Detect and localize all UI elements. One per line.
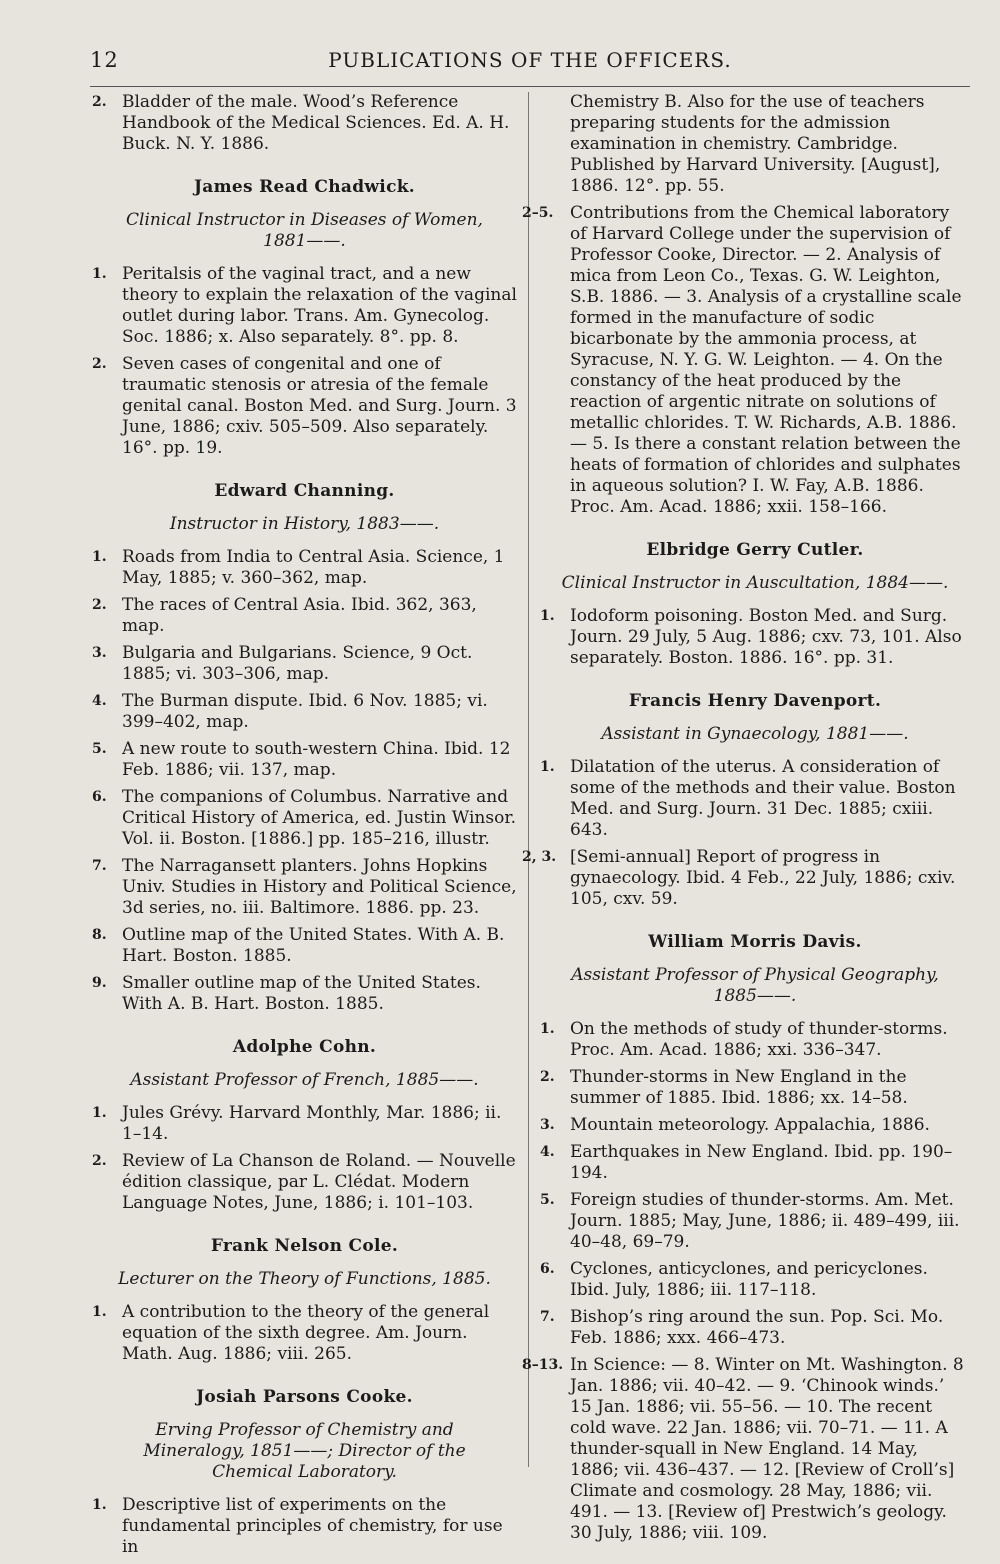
entry-text: Roads from India to Central Asia. Science, 1 May, 1885; v. 360–362, map. xyxy=(122,547,505,588)
entry-text: In Science: — 8. Winter on Mt. Washington. 8 Jan. 1886; vii. 40–42. — 9. ‘Chinook winds.’ 15 Jan. 1886; vii. 55–56. — 10. The recent cold wave. 22 Jan. 1886; vii. 70–71. — 11. A thunder-squall in New England. 14 May, 1886; vii. 436–437. — 12. [Review of Croll’s] Climate and cosmology. 28 May, 1886; vii. 491. — 13. [Review of] Prestwich’s geology. 30 July, 1886; viii. 109. xyxy=(570,1355,964,1543)
author-name: Francis Henry Davenport. xyxy=(628,691,882,711)
entry-number: 7. xyxy=(92,858,107,874)
entry-number: 4. xyxy=(92,693,107,709)
author-name: William Morris Davis. xyxy=(648,932,862,952)
entry xyxy=(522,1355,970,1544)
author-role: Assistant Professor of Physical Geography, 1885——. xyxy=(571,965,939,1006)
entry xyxy=(540,1259,970,1301)
entry-text: Review of La Chanson de Roland. — Nouvelle édition classique, par L. Clédat. Modern Language Notes, June, 1886; i. 101–103. xyxy=(122,1151,516,1213)
author-section-cohn xyxy=(92,1037,517,1214)
author-section-chadwick xyxy=(92,177,517,459)
entry xyxy=(92,643,517,685)
author-section-davenport xyxy=(522,691,970,910)
entry xyxy=(92,1103,517,1145)
entry-text: Jules Grévy. Harvard Monthly, Mar. 1886; ii. 1–14. xyxy=(122,1103,502,1144)
author-name: Elbridge Gerry Cutler. xyxy=(646,540,864,560)
entry-text: Iodoform poisoning. Boston Med. and Surg. Journ. 29 July, 5 Aug. 1886; cxv. 73, 101. Also separately. Boston. 1886. 16°. pp. 31. xyxy=(570,606,962,668)
entry-number: 7. xyxy=(540,1309,555,1325)
author-role: Erving Professor of Chemistry and Mineralogy, 1851——; Director of the Chemical Laboratory. xyxy=(143,1420,466,1482)
entry-number: 1. xyxy=(92,1497,107,1513)
header-rule xyxy=(90,86,970,87)
entry xyxy=(540,1067,970,1109)
running-title: PUBLICATIONS OF THE OFFICERS. xyxy=(328,48,732,72)
entry-text: Earthquakes in New England. Ibid. pp. 190–194. xyxy=(570,1142,953,1183)
entry xyxy=(522,203,970,518)
author-section-cooke xyxy=(92,1387,517,1558)
entry-text: Contributions from the Chemical laboratory of Harvard College under the supervision of Professor Cooke, Director. — 2. Analysis of mica from Leon Co., Texas. G. W. Leighton, S.B. 1886. — 3. Analysis of a crystalline scale formed in the manufacture of sodic bicarbonate by the ammonia process, at Syracuse, N. Y. G. W. Leighton. — 4. On the constancy of the heat produced by the reaction of argentic nitrate on solutions of metallic chlorides. T. W. Richards, A.B. 1886. — 5. Is there a constant relation between the heats of formation of chlorides and sulphates in aqueous solution? I. W. Fay, A.B. 1886. Proc. Am. Acad. 1886; xxii. 158–166. xyxy=(570,203,962,517)
author-section-davis xyxy=(522,932,970,1544)
entry-number: 2. xyxy=(92,597,107,613)
entry xyxy=(92,691,517,733)
entry-number: 1. xyxy=(540,608,555,624)
entry-number: 4. xyxy=(540,1144,555,1160)
author-name: Josiah Parsons Cooke. xyxy=(196,1387,413,1407)
entry xyxy=(540,1019,970,1061)
continued-entry-text: Chemistry B. Also for the use of teachers preparing students for the admission examination in chemistry. Cambridge. Published by Harvard University. [August], 1886. 12°. pp. 55. xyxy=(570,92,941,196)
entry xyxy=(92,787,517,850)
entry-text: Foreign studies of thunder-storms. Am. Met. Journ. 1885; May, June, 1886; ii. 489–499, iii. 40–48, 69–79. xyxy=(570,1190,960,1252)
entry-text: The Narragansett planters. Johns Hopkins Univ. Studies in History and Political Science, 3d series, no. iii. Baltimore. 1886. pp. 23. xyxy=(122,856,517,918)
author-role: Lecturer on the Theory of Functions, 1885. xyxy=(118,1269,491,1289)
entry-number: 1. xyxy=(92,549,107,565)
entry-text: Mountain meteorology. Appalachia, 1886. xyxy=(570,1115,930,1135)
entry xyxy=(92,973,517,1015)
page-number: 12 xyxy=(90,48,119,72)
entry-number: 1. xyxy=(540,1021,555,1037)
entry xyxy=(92,1495,517,1558)
entry-number: 2. xyxy=(540,1069,555,1085)
entry xyxy=(92,1302,517,1365)
entry-text: The companions of Columbus. Narrative and Critical History of America, ed. Justin Winsor. Vol. ii. Boston. [1886.] pp. 185–216, illustr. xyxy=(122,787,516,849)
left-column xyxy=(92,92,517,1564)
entry-number: 1. xyxy=(92,266,107,282)
author-name: James Read Chadwick. xyxy=(193,177,416,197)
author-section-cole xyxy=(92,1236,517,1365)
entry-number: 8. xyxy=(92,927,107,943)
entry-number: 2. xyxy=(92,356,107,372)
entry-number: 9. xyxy=(92,975,107,991)
entry xyxy=(92,264,517,348)
entry-text: The Burman dispute. Ibid. 6 Nov. 1885; vi. 399–402, map. xyxy=(122,691,488,732)
entry-number: 5. xyxy=(540,1192,555,1208)
author-role: Clinical Instructor in Diseases of Women, 1881——. xyxy=(126,210,483,251)
author-role: Instructor in History, 1883——. xyxy=(169,514,440,534)
entry xyxy=(540,757,970,841)
entry-text: Descriptive list of experiments on the fundamental principles of chemistry, for use in xyxy=(122,1495,503,1557)
entry-text: Bladder of the male. Wood’s Reference Handbook of the Medical Sciences. Ed. A. H. Buck. N. Y. 1886. xyxy=(122,92,510,154)
column-divider xyxy=(528,92,529,1467)
entry xyxy=(540,1142,970,1184)
entry xyxy=(92,1151,517,1214)
entry-number: 2. xyxy=(92,1153,107,1169)
entry xyxy=(92,547,517,589)
entry xyxy=(540,1190,970,1253)
entry xyxy=(92,595,517,637)
entry-number: 5. xyxy=(92,741,107,757)
entry xyxy=(92,354,517,459)
entry-text: Bulgaria and Bulgarians. Science, 9 Oct. 1885; vi. 303–306, map. xyxy=(122,643,473,684)
entry-text: A new route to south-western China. Ibid. 12 Feb. 1886; vii. 137, map. xyxy=(122,739,511,780)
entry xyxy=(92,925,517,967)
entry-number: 2–5. xyxy=(522,205,554,221)
entry-number: 3. xyxy=(540,1117,555,1133)
entry-text: Seven cases of congenital and one of traumatic stenosis or atresia of the female genital canal. Boston Med. and Surg. Journ. 3 June, 1886; cxiv. 505–509. Also separately. 16°. pp. 19. xyxy=(122,354,517,458)
entry-text: Peritalsis of the vaginal tract, and a new theory to explain the relaxation of the vaginal outlet during labor. Trans. Am. Gynecolog. Soc. 1886; x. Also separately. 8°. pp. 8. xyxy=(122,264,517,347)
entry xyxy=(92,856,517,919)
entry-text: Bishop’s ring around the sun. Pop. Sci. Mo. Feb. 1886; xxx. 466–473. xyxy=(570,1307,944,1348)
entry-text: Cyclones, anticyclones, and pericyclones. Ibid. July, 1886; iii. 117–118. xyxy=(570,1259,928,1300)
entry-text: A contribution to the theory of the general equation of the sixth degree. Am. Journ. Math. Aug. 1886; viii. 265. xyxy=(122,1302,490,1364)
entry-text: Thunder-storms in New England in the summer of 1885. Ibid. 1886; xx. 14–58. xyxy=(570,1067,908,1108)
right-column xyxy=(522,92,970,1550)
author-role: Assistant in Gynaecology, 1881——. xyxy=(601,724,909,744)
entry-text: On the methods of study of thunder-storms. Proc. Am. Acad. 1886; xxi. 336–347. xyxy=(570,1019,948,1060)
author-section-cutler xyxy=(540,540,970,669)
author-name: Adolphe Cohn. xyxy=(232,1037,377,1057)
entry-number: 1. xyxy=(92,1105,107,1121)
author-name: Edward Channing. xyxy=(214,481,395,501)
entry-number: 8–13. xyxy=(522,1357,564,1373)
entry-text: Smaller outline map of the United States. With A. B. Hart. Boston. 1885. xyxy=(122,973,481,1014)
entry-number: 2. xyxy=(92,94,107,110)
author-role: Assistant Professor of French, 1885——. xyxy=(130,1070,479,1090)
entry xyxy=(522,847,970,910)
entry-number: 6. xyxy=(540,1261,555,1277)
entry xyxy=(540,606,970,669)
entry-text: The races of Central Asia. Ibid. 362, 363, map. xyxy=(122,595,477,636)
entry xyxy=(92,739,517,781)
entry-number: 3. xyxy=(92,645,107,661)
entry-number: 1. xyxy=(540,759,555,775)
entry-text: Dilatation of the uterus. A consideration of some of the methods and their value. Boston Med. and Surg. Journ. 31 Dec. 1885; cxiii. 643. xyxy=(570,757,956,840)
entry-number: 1. xyxy=(92,1304,107,1320)
entry-text: [Semi-annual] Report of progress in gynaecology. Ibid. 4 Feb., 22 July, 1886; cxiv. 105, cxv. 59. xyxy=(570,847,956,909)
entry-number: 6. xyxy=(92,789,107,805)
entry xyxy=(92,92,517,155)
author-name: Frank Nelson Cole. xyxy=(210,1236,399,1256)
entry xyxy=(540,1115,970,1136)
entry-number: 2, 3. xyxy=(522,849,557,865)
entry-text: Outline map of the United States. With A. B. Hart. Boston. 1885. xyxy=(122,925,505,966)
entry xyxy=(540,1307,970,1349)
running-header xyxy=(90,50,970,76)
author-section-channing xyxy=(92,481,517,1015)
author-role: Clinical Instructor in Auscultation, 1884——. xyxy=(561,573,949,593)
